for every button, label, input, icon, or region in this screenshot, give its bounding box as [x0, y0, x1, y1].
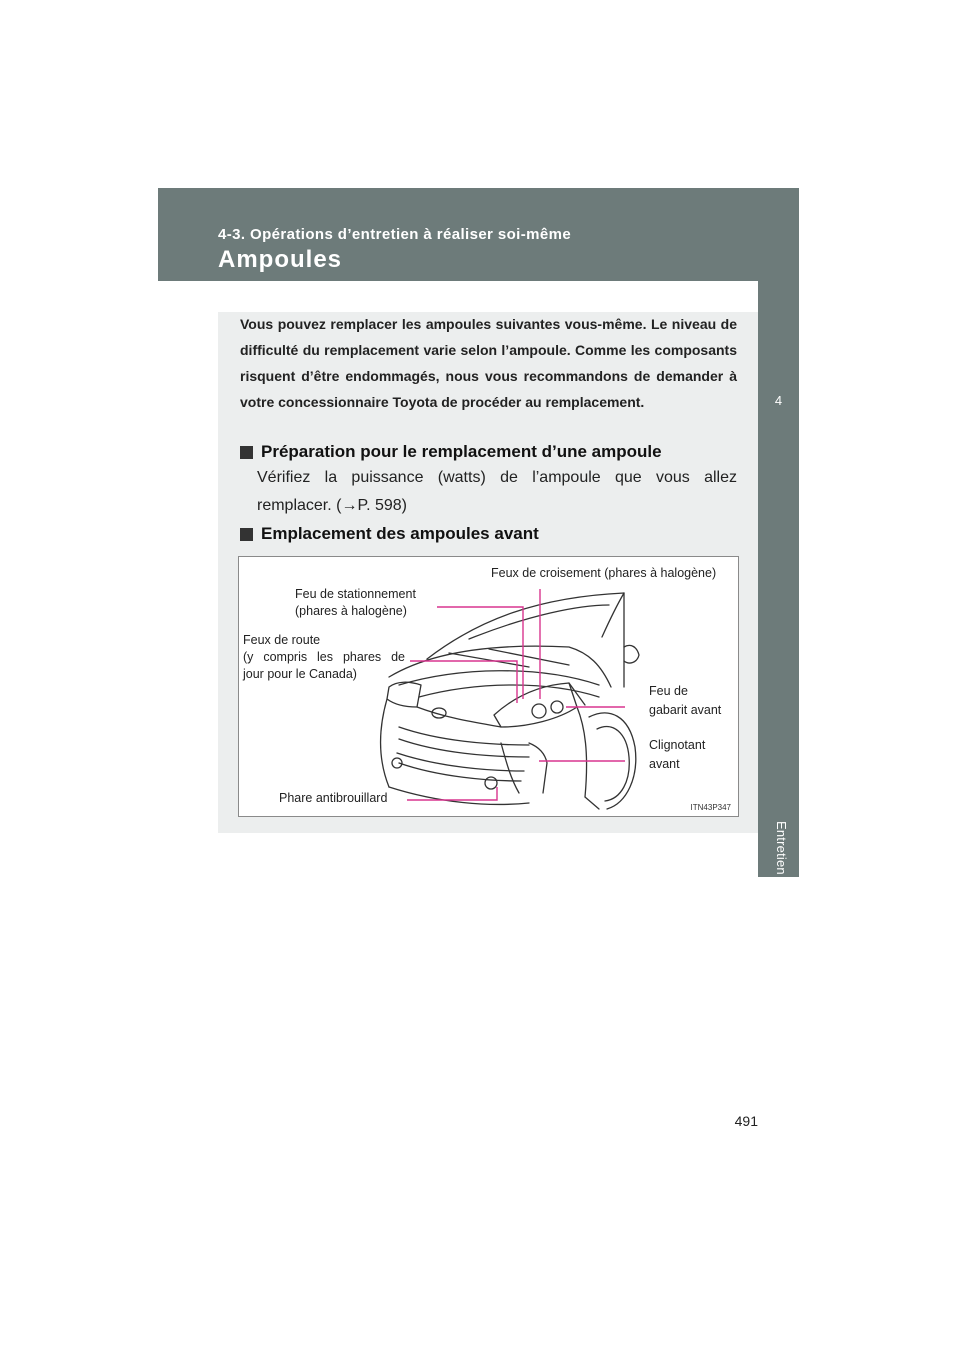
- page-title: Ampoules: [218, 246, 343, 273]
- square-bullet-icon: [240, 528, 253, 541]
- label-parking-1: Feu de stationnement: [295, 587, 416, 601]
- chapter-side-tab: [758, 281, 799, 953]
- label-high-beam-2: (y compris les phares de: [243, 650, 405, 664]
- square-bullet-icon: [240, 446, 253, 459]
- label-side-marker-1: Feu de: [649, 684, 688, 698]
- label-turn-1: Clignotant: [649, 738, 706, 752]
- front-bulbs-figure: [238, 556, 739, 817]
- figure-code: ITN43P347: [690, 803, 731, 812]
- content-panel: [218, 312, 758, 833]
- chapter-number: 4: [774, 393, 783, 408]
- chapter-header: [158, 188, 799, 281]
- section-heading-location: [240, 524, 539, 544]
- chapter-label: Entretien et nettoyage: [774, 821, 789, 953]
- label-low-beam: Feux de croisement (phares à halogène): [491, 566, 717, 580]
- section-title: 4-3. Opérations d’entretien à réaliser soi-même: [218, 226, 572, 243]
- label-side-marker-2: gabarit avant: [649, 703, 722, 717]
- label-turn-2: avant: [649, 757, 680, 771]
- label-high-beam-1: Feux de route: [243, 633, 321, 647]
- label-parking-2: (phares à halogène): [295, 604, 407, 618]
- label-fog: Phare antibrouillard: [279, 791, 388, 805]
- section-heading-preparation: [240, 442, 662, 462]
- heading-text: Préparation pour le remplacement d’une ampoule: [261, 442, 662, 461]
- page-number: 491: [734, 1113, 758, 1129]
- heading-text: Emplacement des ampoules avant: [261, 524, 539, 543]
- intro-paragraph: Vous pouvez remplacer les ampoules suivantes vous-même. Le niveau de difficulté du remplacement varie selon l’ampoule. Comme les composants risquent d’être endommagés, nous vous recommandons de demander à votre concessionnaire Toyota de procéder au remplacement.: [240, 316, 737, 410]
- preparation-paragraph: Vérifiez la puissance (watts) de l’ampoule que vous allez remplacer. (→P. 598): [257, 469, 737, 514]
- label-high-beam-3: jour pour le Canada): [243, 667, 357, 681]
